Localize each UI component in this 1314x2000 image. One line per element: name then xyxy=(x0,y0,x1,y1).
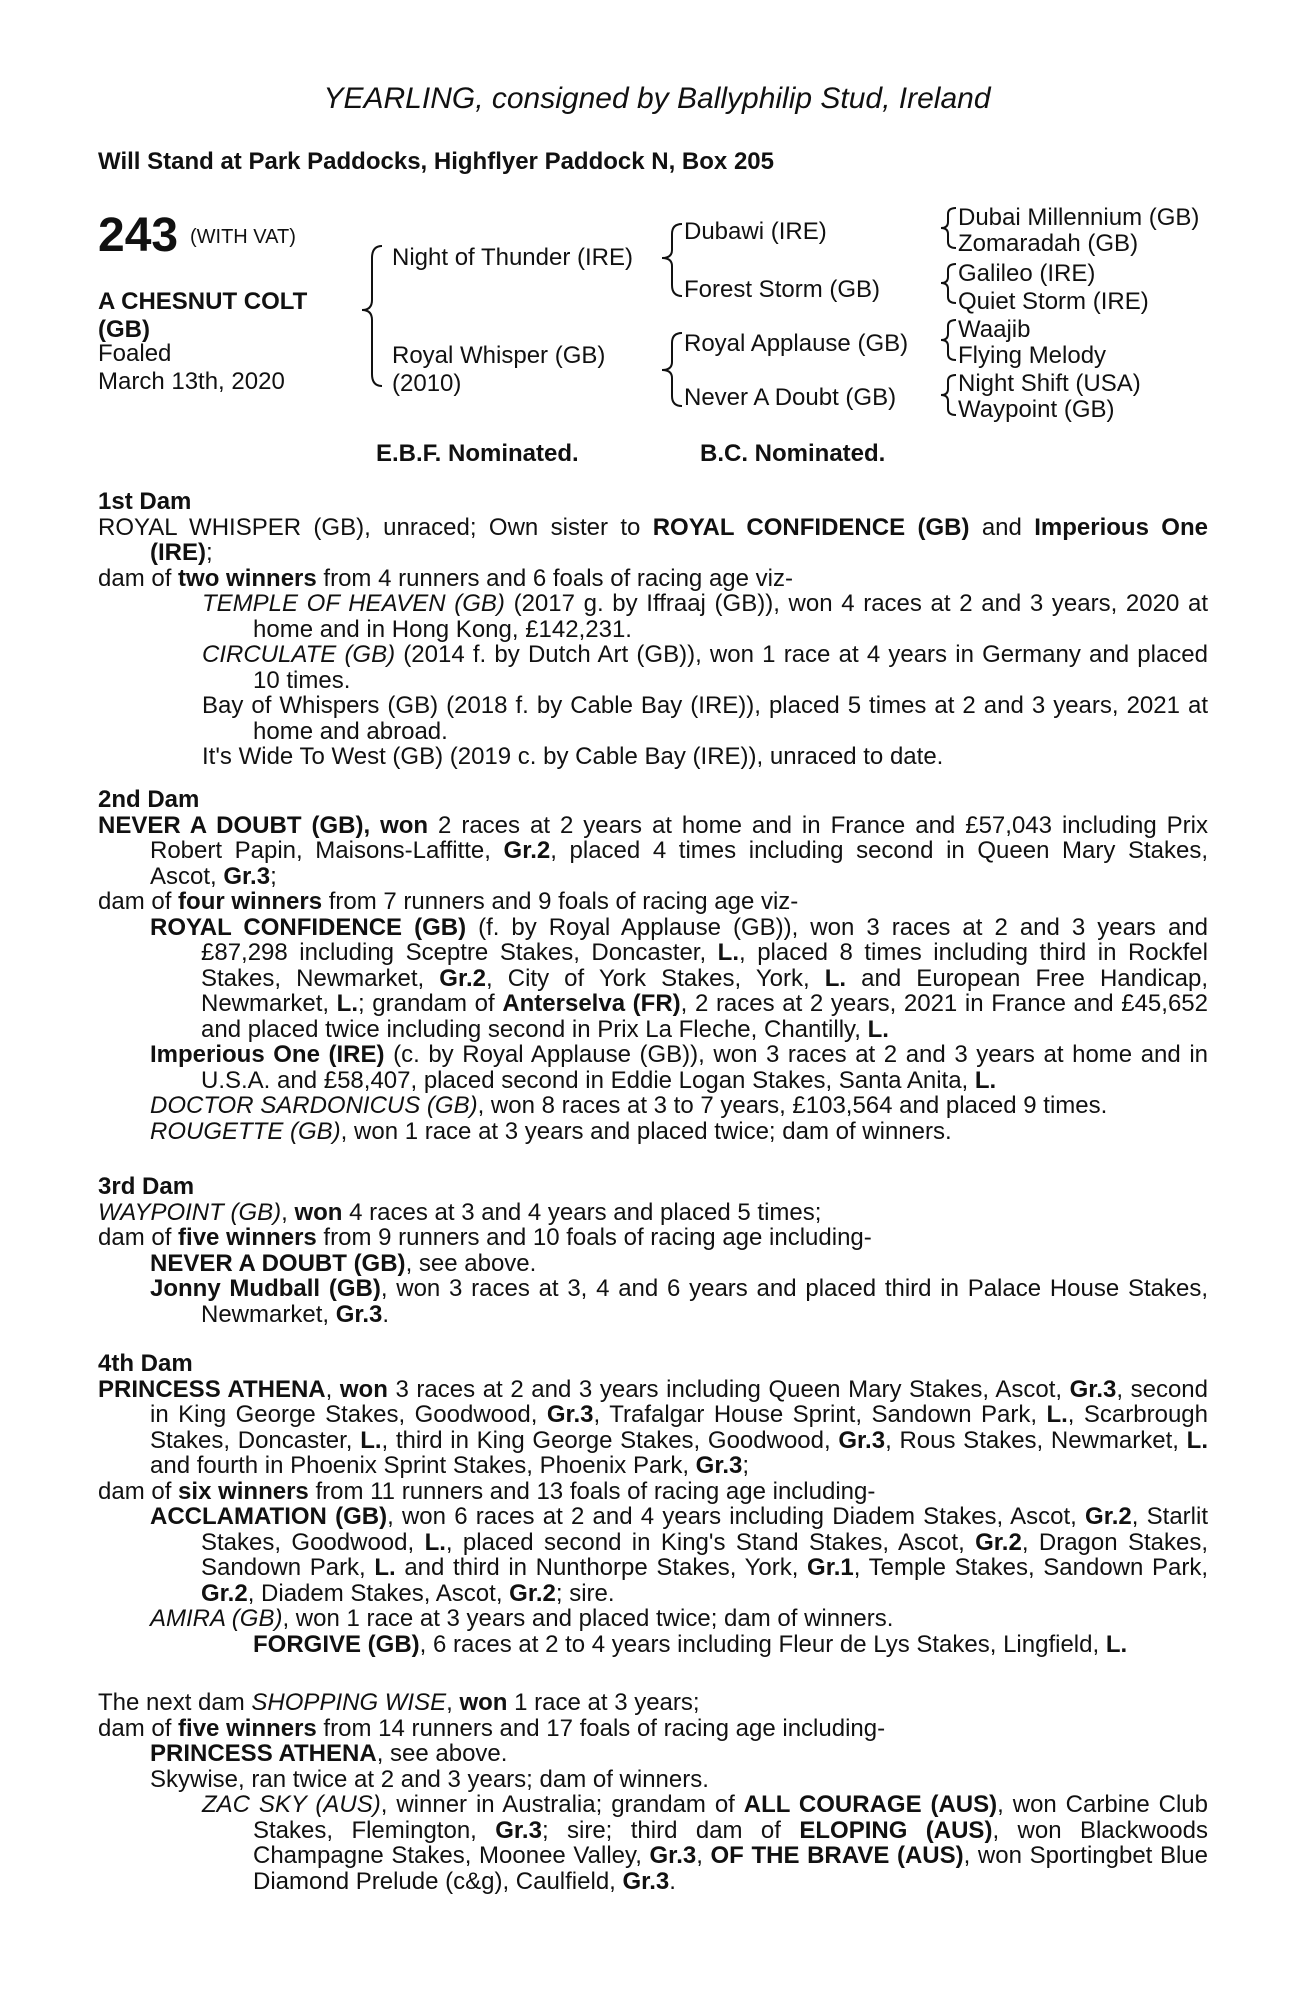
fourth-dam-produce-summary xyxy=(98,1479,1208,1505)
text: , 6 races at 2 to 4 years including Fleur de Lys Stakes, Lingfield, xyxy=(419,1630,1106,1658)
text: from 7 runners and 9 foals of racing age viz- xyxy=(322,888,799,915)
text: 1 race at 3 years; xyxy=(507,1689,700,1716)
text: The next dam xyxy=(98,1689,252,1716)
horse-name: AMIRA (GB) xyxy=(150,1605,283,1632)
colt-line-2: (GB) xyxy=(98,316,150,343)
brace-sire xyxy=(662,224,682,296)
fourth-dam-intro xyxy=(98,1377,1208,1479)
entry-text: It's Wide To West (GB) (2019 c. by Cable Bay (IRE)), unraced to date. xyxy=(202,743,944,770)
horse-name: FORGIVE (GB) xyxy=(253,1630,420,1658)
text: , won 6 races at 2 and 4 years including Diadem Stakes, Ascot, xyxy=(387,1503,1086,1530)
text: from 9 runners and 10 foals of racing age including- xyxy=(316,1224,872,1251)
grade: L. xyxy=(1046,1401,1068,1428)
bc-nomination: B.C. Nominated. xyxy=(700,440,886,467)
grade: L. xyxy=(867,1015,889,1043)
text: , City of York Stakes, York, xyxy=(485,964,825,992)
pedigree-dds: Night Shift (USA) xyxy=(958,370,1141,397)
pedigree-dam: Royal Whisper (GB) xyxy=(392,342,606,369)
grade: Gr.1 xyxy=(807,1554,854,1581)
text: 2 races at 2 years at home and in France and £57,043 including Prix Robert Papin, Maisons-Laffitte, xyxy=(150,811,1208,864)
winner-count: six winners xyxy=(178,1477,309,1505)
grade: Gr.2 xyxy=(509,1579,556,1607)
winner-count: five winners xyxy=(178,1224,317,1251)
entry-text: Bay of Whispers (GB) (2018 f. by Cable Bay (IRE)), placed 5 times at 2 and 3 years, 2021 at home and abroad. xyxy=(202,692,1208,745)
entry-text: (2017 g. by Iffraaj (GB)), won 4 races at 2 and 3 years, 2020 at home and in Hong Kong, £142,231. xyxy=(253,590,1208,643)
text: ; grandam of xyxy=(358,990,503,1017)
produce-entry xyxy=(98,1606,1208,1632)
text: ; xyxy=(206,539,213,566)
vat-note: (WITH VAT) xyxy=(190,226,296,248)
text: and xyxy=(969,513,1035,541)
text: , xyxy=(325,1375,340,1403)
second-dam-section xyxy=(98,787,1208,1144)
first-dam-section xyxy=(98,489,1208,770)
dam-name: NEVER A DOUBT (GB), won xyxy=(98,811,429,839)
fourth-dam-heading: 4th Dam xyxy=(98,1350,193,1377)
winner-count: four winners xyxy=(178,888,323,915)
text: won xyxy=(459,1689,508,1716)
entry-text: (2014 f. by Dutch Art (GB)), won 1 race at 4 years in Germany and placed 10 times. xyxy=(253,641,1208,694)
horse-name: TEMPLE OF HEAVEN (GB) xyxy=(202,590,505,617)
grade: Gr.3 xyxy=(649,1842,697,1869)
horse-name: Anterselva (FR) xyxy=(502,990,681,1017)
horse-name: Imperious One (IRE) xyxy=(150,1041,385,1068)
text: , second in King George Stakes, Goodwood, xyxy=(150,1375,1208,1428)
produce-entry xyxy=(98,1504,1208,1606)
produce-entry xyxy=(98,591,1208,642)
next-dam-section xyxy=(98,1690,1208,1894)
pedigree-dam-dam: Never A Doubt (GB) xyxy=(684,384,897,411)
grade: Gr.3 xyxy=(1069,1375,1117,1403)
grade: L. xyxy=(424,1528,446,1556)
next-dam-intro xyxy=(98,1690,1208,1716)
horse-name: ZAC SKY (AUS) xyxy=(202,1791,381,1818)
second-dam-heading: 2nd Dam xyxy=(98,786,200,813)
sibling-name: Imperious One (IRE) xyxy=(150,513,1208,566)
first-dam-intro xyxy=(98,515,1208,566)
grade: L. xyxy=(360,1426,382,1454)
third-dam-produce-summary xyxy=(98,1225,1208,1251)
text: , won 1 race at 3 years and placed twice; dam of winners. xyxy=(340,1117,952,1145)
text: ; xyxy=(742,1452,750,1479)
pedigree-sss: Dubai Millennium (GB) xyxy=(958,204,1200,231)
grade: Gr.2 xyxy=(503,837,551,864)
text: , won 8 races at 3 to 7 years, £103,564 and placed 9 times. xyxy=(477,1092,1108,1119)
grade: L. xyxy=(824,964,847,992)
text: 3 races at 2 and 3 years including Queen Mary Stakes, Ascot, xyxy=(387,1375,1070,1403)
text: from 4 runners and 6 foals of racing age viz- xyxy=(316,564,793,592)
text: won xyxy=(294,1198,343,1226)
text: dam of xyxy=(98,564,179,592)
foaled-date: March 13th, 2020 xyxy=(98,368,285,395)
produce-entry xyxy=(98,1741,1208,1767)
text: , 2 races at 2 years, 2021 in France and £45,652 and placed twice including second in Prix La Fleche, Chantilly, xyxy=(201,990,1208,1043)
grade: L. xyxy=(974,1066,997,1094)
text: from 14 runners and 17 foals of racing age including- xyxy=(316,1714,886,1742)
text: dam of xyxy=(98,888,179,915)
produce-entry xyxy=(98,1632,1208,1658)
grade: Gr.2 xyxy=(975,1528,1022,1556)
grade: L. xyxy=(336,990,358,1017)
pedigree-dss: Waajib xyxy=(958,316,1031,343)
produce-entry xyxy=(98,1276,1208,1327)
text: , won Carbine Club Stakes, Flemington, xyxy=(253,1791,1209,1844)
stand-location: Will Stand at Park Paddocks, Highflyer Paddock N, Box 205 xyxy=(98,148,774,175)
produce-entry xyxy=(98,1767,1208,1793)
horse-name: Jonny Mudball (GB) xyxy=(150,1275,381,1302)
grade: Gr.3 xyxy=(695,1452,743,1479)
produce-entry xyxy=(98,744,1208,770)
brace-ss xyxy=(941,208,956,248)
grade: L. xyxy=(717,939,739,966)
next-dam-produce-summary xyxy=(98,1716,1208,1742)
third-dam-heading: 3rd Dam xyxy=(98,1173,195,1200)
pedigree-dsd: Flying Melody xyxy=(958,342,1107,369)
produce-entry xyxy=(98,1251,1208,1277)
winner-count: two winners xyxy=(178,564,317,592)
catalogue-header: YEARLING, consigned by Ballyphilip Stud, Ireland xyxy=(323,82,991,115)
text: and European Free Handicap, Newmarket, xyxy=(201,964,1209,1017)
pedigree-dam-sire: Royal Applause (GB) xyxy=(684,330,909,357)
brace-ds xyxy=(941,320,956,360)
text: . xyxy=(382,1300,390,1328)
grade: Gr.2 xyxy=(1085,1503,1132,1530)
text: ; sire. xyxy=(555,1579,615,1607)
pedigree-ssd: Zomaradah (GB) xyxy=(958,230,1139,257)
horse-name: OF THE BRAVE (AUS) xyxy=(710,1842,964,1869)
pedigree-sds: Galileo (IRE) xyxy=(958,260,1096,287)
horse-name: ELOPING (AUS) xyxy=(799,1816,993,1844)
text: Skywise, ran twice at 2 and 3 years; dam of winners. xyxy=(150,1765,709,1793)
text: , Dragon Stakes, Sandown Park, xyxy=(201,1528,1209,1581)
foaled-label: Foaled xyxy=(98,340,172,367)
second-dam-produce-summary xyxy=(98,889,1208,915)
horse-name: ALL COURAGE (AUS) xyxy=(743,1791,998,1818)
text: , Scarbrough Stakes, Doncaster, xyxy=(150,1401,1208,1454)
text: , Trafalgar House Sprint, Sandown Park, xyxy=(593,1401,1047,1428)
text: , placed second in King's Stand Stakes, Ascot, xyxy=(445,1528,976,1556)
sibling-name: ROYAL CONFIDENCE (GB) xyxy=(652,513,970,541)
grade: Gr.3 xyxy=(335,1300,383,1328)
text: , xyxy=(446,1689,460,1716)
produce-entry xyxy=(98,1119,1208,1145)
dam-name: ROYAL WHISPER (GB), unraced; Own sister to xyxy=(98,513,653,541)
grade: Gr.3 xyxy=(622,1867,670,1895)
text: . xyxy=(669,1867,676,1895)
text: , xyxy=(281,1198,295,1226)
pedigree-sdd: Quiet Storm (IRE) xyxy=(958,288,1149,315)
text: , see above. xyxy=(405,1249,537,1277)
pedigree-sire-dam: Forest Storm (GB) xyxy=(684,276,881,303)
winner-count: five winners xyxy=(178,1714,317,1742)
horse-name: NEVER A DOUBT (GB) xyxy=(150,1249,406,1277)
horse-name: DOCTOR SARDONICUS (GB) xyxy=(150,1092,478,1119)
pedigree-ddd: Waypoint (GB) xyxy=(958,396,1115,423)
text: , xyxy=(696,1842,711,1869)
text: dam of xyxy=(98,1714,179,1742)
fourth-dam-section xyxy=(98,1351,1208,1657)
brace-dd xyxy=(941,375,956,415)
horse-name: ROYAL CONFIDENCE (GB) xyxy=(150,913,467,941)
text: and third in Nunthorpe Stakes, York, xyxy=(395,1554,808,1581)
third-dam-intro xyxy=(98,1200,1208,1226)
grade: L. xyxy=(374,1554,396,1581)
produce-entry xyxy=(98,642,1208,693)
brace-gen1 xyxy=(362,246,382,386)
text: , third in King George Stakes, Goodwood, xyxy=(381,1426,839,1454)
text: dam of xyxy=(98,1477,179,1505)
pedigree-dam-year: (2010) xyxy=(392,370,462,397)
text: , see above. xyxy=(376,1740,508,1767)
pedigree-sire-sire: Dubawi (IRE) xyxy=(684,218,827,245)
text: and fourth in Phoenix Sprint Stakes, Phoenix Park, xyxy=(150,1452,696,1479)
text: dam of xyxy=(98,1224,179,1251)
text: , Rous Stakes, Newmarket, xyxy=(885,1426,1187,1454)
third-dam-section xyxy=(98,1174,1208,1327)
horse-name: CIRCULATE (GB) xyxy=(202,641,396,668)
text: , Temple Stakes, Sandown Park, xyxy=(853,1554,1208,1581)
grade: L. xyxy=(1186,1426,1208,1454)
produce-entry xyxy=(98,1042,1208,1093)
produce-entry xyxy=(98,915,1208,1043)
grade: Gr.3 xyxy=(223,862,271,890)
text: , Starlit Stakes, Goodwood, xyxy=(201,1503,1208,1556)
second-dam-intro xyxy=(98,813,1208,890)
ebf-nomination: E.B.F. Nominated. xyxy=(376,440,579,467)
brace-sd xyxy=(941,264,956,303)
pedigree-sire: Night of Thunder (IRE) xyxy=(392,244,633,271)
text: , won 3 races at 3, 4 and 6 years and placed third in Palace House Stakes, Newmarket, xyxy=(201,1275,1208,1328)
text: , won Sportingbet Blue Diamond Prelude (c&g), Caulfield, xyxy=(253,1842,1208,1895)
text: (c. by Royal Applause (GB)), won 3 races at 2 and 3 years at home and in U.S.A. and £58,407, placed second in Eddie Logan Stakes, Santa Anita, xyxy=(201,1041,1208,1094)
first-dam-heading: 1st Dam xyxy=(98,488,192,515)
text: ; xyxy=(270,862,277,890)
text: , won 1 race at 3 years and placed twice; dam of winners. xyxy=(282,1605,894,1632)
grade: Gr.3 xyxy=(495,1816,542,1844)
first-dam-produce-summary xyxy=(98,566,1208,592)
dam-name: WAYPOINT (GB) xyxy=(98,1198,282,1226)
produce-entry xyxy=(98,1093,1208,1119)
brace-dam xyxy=(662,333,682,406)
horse-name: PRINCESS ATHENA xyxy=(150,1740,377,1767)
grade: Gr.3 xyxy=(838,1426,886,1454)
grade: Gr.3 xyxy=(546,1401,594,1428)
produce-entry xyxy=(98,693,1208,744)
grade: L. xyxy=(1105,1630,1128,1658)
grade: Gr.2 xyxy=(201,1579,248,1607)
grade: Gr.2 xyxy=(439,964,486,992)
horse-name: ROUGETTE (GB) xyxy=(150,1117,341,1145)
dam-name: PRINCESS ATHENA xyxy=(98,1375,326,1403)
text: , Diadem Stakes, Ascot, xyxy=(247,1579,510,1607)
text: won xyxy=(339,1375,388,1403)
colt-line-1: A CHESNUT COLT xyxy=(98,288,308,315)
text: from 11 runners and 13 foals of racing age including- xyxy=(308,1477,876,1505)
text: , winner in Australia; grandam of xyxy=(380,1791,744,1818)
text: , placed 8 times including third in Rockfel Stakes, Newmarket, xyxy=(201,939,1208,992)
text: , placed 4 times including second in Queen Mary Stakes, Ascot, xyxy=(150,837,1208,890)
produce-entry xyxy=(98,1792,1208,1894)
horse-name: ACCLAMATION (GB) xyxy=(150,1503,388,1530)
lot-number: 243 xyxy=(98,209,179,262)
dam-name: SHOPPING WISE xyxy=(251,1689,447,1716)
text: 4 races at 3 and 4 years and placed 5 times; xyxy=(342,1198,822,1226)
text: ; sire; third dam of xyxy=(541,1816,800,1844)
text: (f. by Royal Applause (GB)), won 3 races at 2 and 3 years and £87,298 including Sceptre Stakes, Doncaster, xyxy=(201,913,1208,966)
text: , won Blackwoods Champagne Stakes, Moonee Valley, xyxy=(253,1816,1208,1869)
